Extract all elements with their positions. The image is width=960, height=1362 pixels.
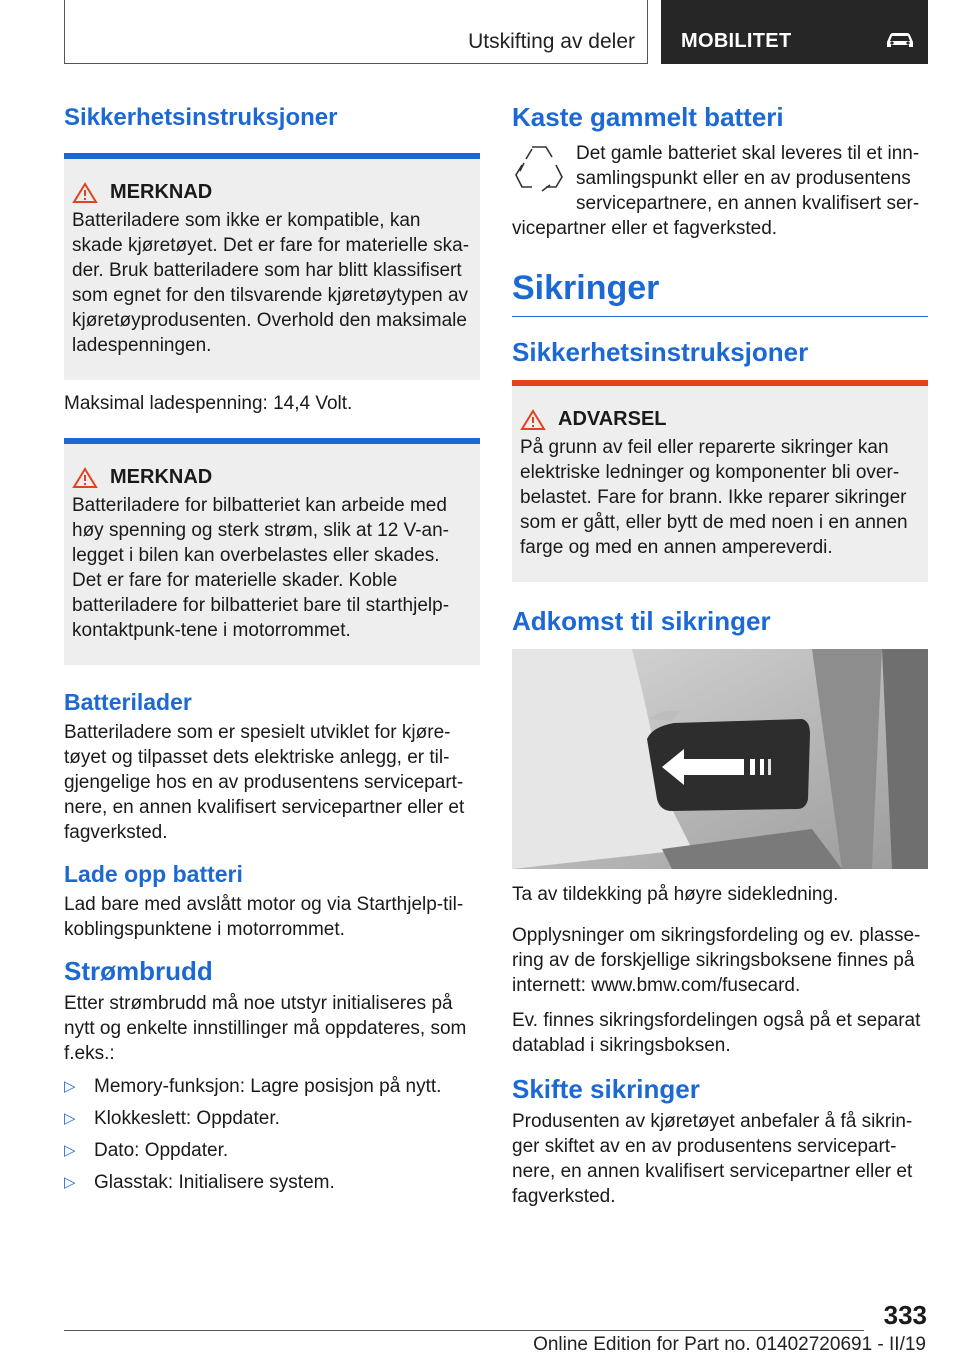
fuses-heading: Sikringer: [512, 269, 928, 317]
triangle-bullet-icon: ▷: [64, 1174, 76, 1191]
left-column: [64, 96, 480, 1202]
dispose-heading: Kaste gammelt batteri: [512, 102, 784, 132]
recycle-icon: [512, 141, 566, 197]
chapter-title: MOBILITET: [681, 30, 792, 52]
photo-caption: Ta av tildekking på høyre sidekledning.: [512, 884, 839, 905]
notice-box: [64, 438, 480, 665]
warning-triangle-icon: [72, 182, 98, 204]
notice-label: MERKNAD: [110, 181, 213, 203]
max-voltage-text: Maksimal ladespenning: 14,4 Volt.: [64, 393, 353, 414]
notice-text: Batteriladere som ikke er kompatible, kan skade kjøretøyet. Det er fare for materielle ska-der. Bruk batteriladere som har blitt klassifisert som egnet for den tilsvarende kjøretøytypen av kjøretøyprodusenten. Overhold den maksimale ladespenningen.: [72, 210, 470, 356]
dispose-text: Det gamle batteriet skal leveres til et inn-samlingspunkt eller en av produsentens servicepartnere, en annen kvalifisert ser-: [576, 143, 920, 214]
outage-list: [64, 1074, 480, 1195]
triangle-bullet-icon: ▷: [64, 1078, 76, 1095]
info-text: Opplysninger om sikringsfordeling og ev. plasse-ring av de forskjellige sikringsboksene finnes på internett: www.bmw.com/fusecard.: [512, 925, 921, 996]
notice-text: Batteriladere for bilbatteriet kan arbeide med høy spenning og sterk strøm, slik at 12 V-an-legget i bilen kan overbelastes eller skades. Det er fare for materielle skader. Koble batteriladere for bilbatteriet bare til starthjelp-kontaktpunk-tene i motorrommet.: [72, 495, 450, 641]
chapter-tab: [661, 0, 928, 64]
warning-triangle-icon: [72, 467, 98, 489]
list-item: ▷ Memory-funksjon: Lagre posisjon på nytt.: [64, 1076, 442, 1097]
access-heading: Adkomst til sikringer: [512, 606, 771, 636]
list-item: ▷ Glasstak: Initialisere system.: [64, 1172, 335, 1193]
page-header: [64, 0, 928, 64]
right-column: [512, 96, 928, 1209]
dispose-text-cont: vicepartner eller et fagverksted.: [512, 218, 778, 239]
outage-text: Etter strømbrudd må noe utstyr initialiseres på nytt og enkelte innstillinger må oppdateres, som f.eks.:: [64, 993, 467, 1064]
triangle-bullet-icon: ▷: [64, 1110, 76, 1127]
section-title: Utskifting av deler: [468, 30, 635, 53]
warning-triangle-icon: [520, 409, 546, 431]
outage-heading: Strømbrudd: [64, 956, 213, 986]
section-tab: [64, 0, 648, 64]
warning-text: På grunn av feil eller reparerte sikringer kan elektriske ledninger og komponenter bli over-belastet. Fare for brann. Ikke reparer sikringer som er gått, eller bytt de med noen i en annen farge og med en annen ampereverdi.: [520, 437, 908, 558]
fuse-safety-heading: Sikkerhetsinstruksjoner: [512, 337, 809, 367]
page-number: 333: [883, 1300, 927, 1330]
safety-heading: Sikkerhetsinstruksjoner: [64, 104, 338, 131]
change-heading: Skifte sikringer: [512, 1074, 700, 1104]
charger-heading: Batterilader: [64, 689, 192, 715]
list-item: ▷ Dato: Oppdater.: [64, 1140, 229, 1161]
charger-text: Batteriladere som er spesielt utviklet for kjøre-tøyet og tilpasset dets elektriske anlegg, er til-gjengelige hos en av produsentens servicepart-nere, en annen kvalifisert servicepartner eller et fagverksted.: [64, 722, 465, 843]
edition-text: Online Edition for Part no. 01402720691 - II/19: [533, 1334, 926, 1355]
warning-box: [512, 380, 928, 582]
notice-box: [64, 153, 480, 380]
triangle-bullet-icon: ▷: [64, 1142, 76, 1159]
car-icon: [884, 30, 916, 50]
warning-label: ADVARSEL: [558, 408, 667, 430]
charge-text: Lad bare med avslått motor og via Starthjelp-til-koblingspunktene i motorrommet.: [64, 894, 464, 940]
footer-divider: [64, 1330, 864, 1331]
charge-heading: Lade opp batteri: [64, 861, 243, 887]
fuse-cover-photo: [512, 649, 928, 869]
notice-label: MERKNAD: [110, 466, 213, 488]
list-item: ▷ Klokkeslett: Oppdater.: [64, 1108, 280, 1129]
change-text: Produsenten av kjøretøyet anbefaler å få sikrin-ger skiftet av en av produsentens servicepart-nere, en annen kvalifisert servicepartner eller et fagverksted.: [512, 1111, 913, 1207]
info-text-2: Ev. finnes sikringsfordelingen også på et separat datablad i sikringsboksen.: [512, 1010, 921, 1056]
